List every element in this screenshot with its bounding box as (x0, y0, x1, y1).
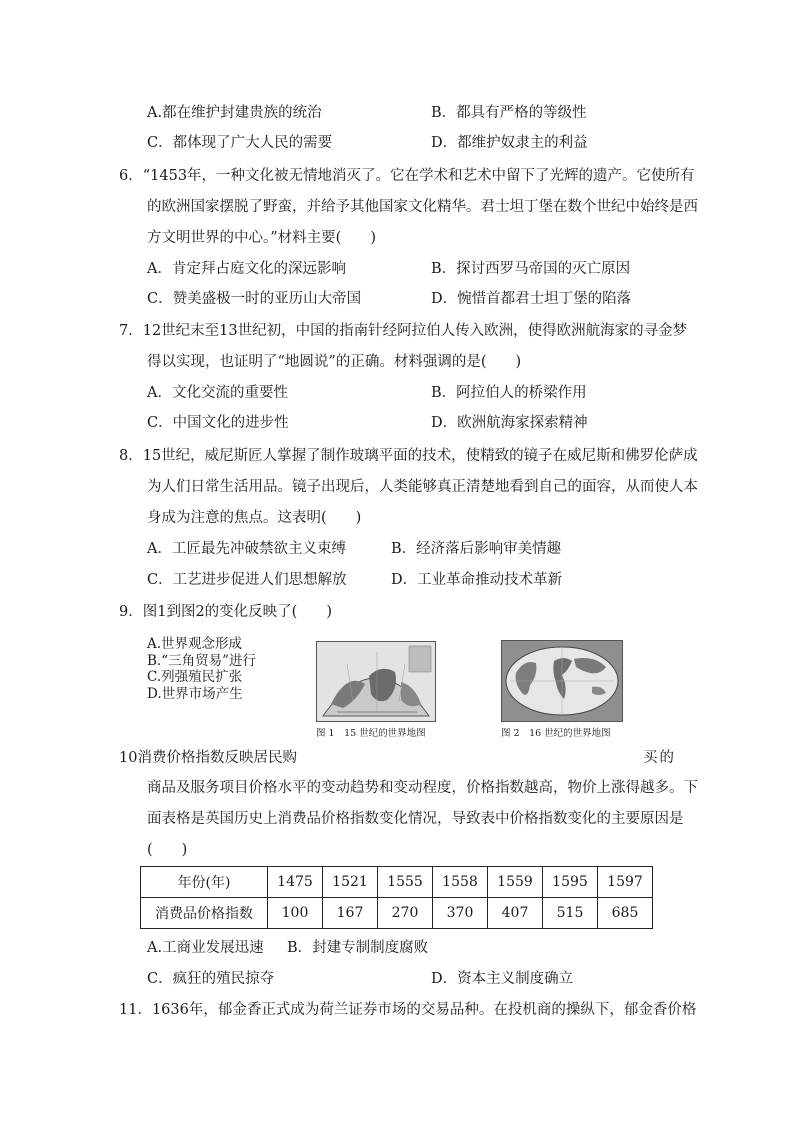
q6-option-a: A．肯定拜占庭文化的深远影响 (147, 261, 346, 277)
q9-option-a: A.世界观念形成 (147, 636, 243, 652)
q10-option-b: B．封建专制制度腐败 (287, 940, 429, 956)
table-cell-index: 100 (268, 898, 323, 929)
q7-option-d: D．欧洲航海家探索精神 (431, 415, 588, 431)
table-cell-index: 407 (488, 898, 543, 929)
table-cell-index: 370 (433, 898, 488, 929)
q7-option-c: C．中国文化的进步性 (147, 415, 289, 431)
q7-option-a: A．文化交流的重要性 (147, 385, 288, 401)
q6-option-b: B．探讨西罗马帝国的灭亡原因 (431, 261, 631, 277)
q8-stem-line: 为人们日常生活用品。镜子出现后，人类能够真正清楚地看到自己的面容，从而使人本 (147, 479, 698, 495)
q10-stem-line1-right: 买的 (643, 750, 676, 766)
q8-stem-line: 身成为注意的焦点。这表明( ) (147, 510, 362, 526)
table-cell-year: 1555 (378, 867, 433, 898)
q5-option-d: D．都维护奴隶主的利益 (431, 135, 588, 151)
cpi-table (140, 866, 653, 929)
table-cell-year: 1595 (543, 867, 598, 898)
table-cell-year: 1475 (268, 867, 323, 898)
q5-option-c: C．都体现了广大人民的需要 (147, 135, 333, 151)
table-cell-year: 1559 (488, 867, 543, 898)
table-cell-index: 270 (378, 898, 433, 929)
table-row-header-index: 消费品价格指数 (141, 898, 268, 929)
q7-option-b: B．阿拉伯人的桥梁作用 (431, 385, 587, 401)
table-cell-index: 167 (323, 898, 378, 929)
q9-option-d: D.世界市场产生 (147, 686, 243, 702)
q8-option-a: A．工匠最先冲破禁欲主义束缚 (147, 541, 346, 557)
q6-stem-line: 的欧洲国家摆脱了野蛮，并给予其他国家文化精华。君士坦丁堡在数个世纪中始终是西 (147, 199, 698, 215)
q8-option-b: B．经济落后影响审美情趣 (391, 541, 562, 557)
q10-option-a: A.工商业发展迅速 (147, 940, 264, 956)
q10-option-d: D．资本主义制度确立 (431, 971, 574, 987)
fig2-caption: 图 2 16 世纪的世界地图 (501, 728, 611, 739)
q7-stem-line: 得以实现，也证明了“地圆说”的正确。材料强调的是( ) (147, 354, 522, 370)
q9-option-c: C.列强殖民扩张 (147, 669, 243, 685)
q10-stem-line: 商品及服务项目价格水平的变动趋势和变动程度，价格指数越高，物价上涨得越多。下 (147, 780, 698, 796)
q5-option-b: B．都具有严格的等级性 (431, 105, 587, 121)
q8-option-c: C．工艺进步促进人们思想解放 (147, 572, 347, 588)
table-cell-year: 1521 (323, 867, 378, 898)
q6-stem-line: 方文明世界的中心。”材料主要( ) (147, 230, 376, 246)
table-cell-year: 1558 (433, 867, 488, 898)
q6-stem-line: 6．“1453年，一种文化被无情地消灭了。它在学术和艺术中留下了光辉的遗产。它使所有 (119, 168, 695, 184)
q10-stem-line: ( ) (147, 842, 188, 858)
q8-option-d: D．工业革命推动技术革新 (391, 572, 563, 588)
q9-option-b: B.“三角贸易”进行 (147, 653, 257, 669)
q10-stem-line: 面表格是英国历史上消费品价格指数变化情况，导致表中价格指数变化的主要原因是 (147, 811, 684, 827)
table-row (141, 867, 653, 898)
fig2-world-map-16th-century (501, 640, 623, 722)
q10-option-c: C．疯狂的殖民掠夺 (147, 971, 275, 987)
table-cell-index: 685 (598, 898, 653, 929)
q9-stem: 9．图1到图2的变化反映了( ) (119, 604, 332, 620)
table-row-header-year: 年份(年) (141, 867, 268, 898)
q5-option-a: A.都在维护封建贵族的统治 (147, 105, 322, 121)
fig1-caption: 图 1 15 世纪的世界地图 (316, 728, 426, 739)
table-cell-year: 1597 (598, 867, 653, 898)
q10-stem-line1-left: 10消费价格指数反映居民购 (119, 750, 297, 766)
q8-stem-line: 8．15世纪，威尼斯匠人掌握了制作玻璃平面的技术，使精致的镜子在威尼斯和佛罗伦萨成 (119, 448, 698, 464)
q11-stem-line: 11．1636年，郁金香正式成为荷兰证券市场的交易品种。在投机商的操纵下，郁金香价格 (119, 1002, 697, 1018)
table-cell-index: 515 (543, 898, 598, 929)
q7-stem-line: 7．12世纪末至13世纪初，中国的指南针经阿拉伯人传入欧洲，使得欧洲航海家的寻金梦 (119, 323, 688, 339)
table-row (141, 898, 653, 929)
q6-option-d: D．惋惜首都君士坦丁堡的陷落 (431, 291, 632, 307)
q6-option-c: C．赞美盛极一时的亚历山大帝国 (147, 291, 362, 307)
fig1-world-map-15th-century (316, 641, 436, 722)
